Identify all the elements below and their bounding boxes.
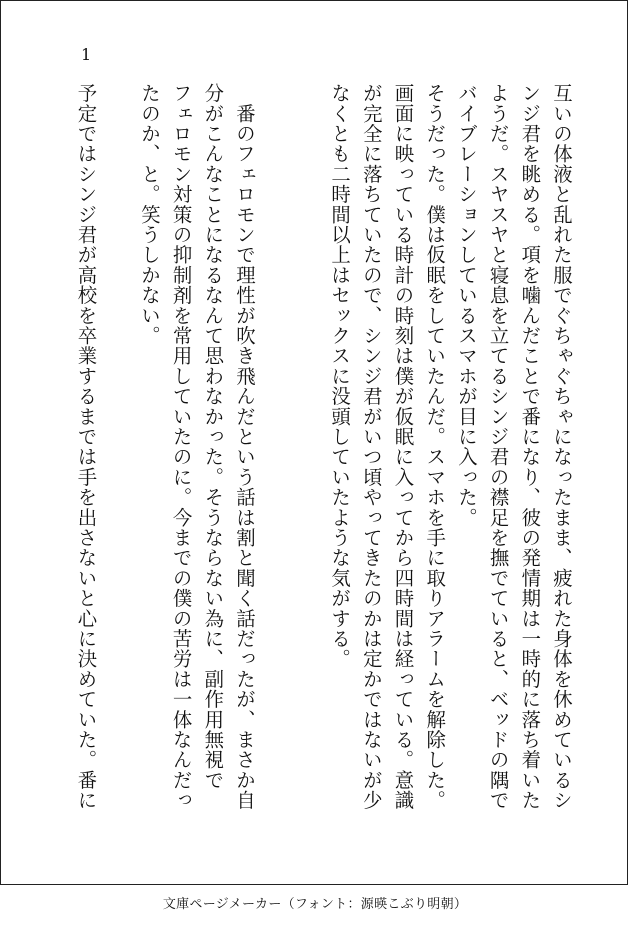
footer-credit: 文庫ページメーカー（フォント：源暎こぶり明朝） bbox=[162, 897, 468, 912]
text-line: ようだ。スヤスヤと寝息を立てるシンジ君の襟足を撫でていると、ベッドの隅で bbox=[486, 83, 510, 811]
blank-line bbox=[260, 83, 292, 803]
text-line: フェロモン対策の抑制剤を常用していたのに。今までの僕の苦労は一体なんだっ bbox=[169, 83, 193, 811]
text-line: たのか、と。笑うしかない。 bbox=[137, 83, 161, 346]
text-line: 番のフェロモンで理性が吹き飛んだという話は割と聞く話だったが、まさか自 bbox=[233, 83, 256, 811]
text-line: 画面に映っている時計の時刻は僕が仮眠に入ってから四時間は経っている。意識 bbox=[391, 83, 415, 811]
page-number: 1 bbox=[81, 45, 92, 64]
blank-line bbox=[292, 83, 324, 803]
text-line: が完全に落ちていたので、シンジ君がいつ頃やってきたのかは定かではないが少 bbox=[359, 83, 383, 811]
vertical-body-text bbox=[70, 83, 577, 811]
text-line: 分がこんなことになるなんて思わなかった。そうならない為に、副作用無視で bbox=[201, 83, 225, 790]
text-line: 予定ではシンジ君が高校を卒業するまでは手を出さないと心に決めていた。番に bbox=[74, 83, 98, 811]
text-line: バイブレーションしているスマホが目に入った。 bbox=[454, 83, 478, 528]
text-line: 互いの体液と乱れた服でぐちゃぐちゃになったまま、疲れた身体を休めているシ bbox=[550, 83, 573, 811]
text-line: そうだった。僕は仮眠をしていたんだ。スマホを手に取りアラームを解除した。 bbox=[423, 83, 447, 811]
text-line: ンジ君を眺める。項を噛んだことで番になり、彼の発情期は一時的に落ち着いた bbox=[518, 83, 542, 811]
text-line: なくとも二時間以上はセックスに没頭していたような気がする。 bbox=[328, 83, 352, 669]
blank-line bbox=[102, 83, 134, 803]
